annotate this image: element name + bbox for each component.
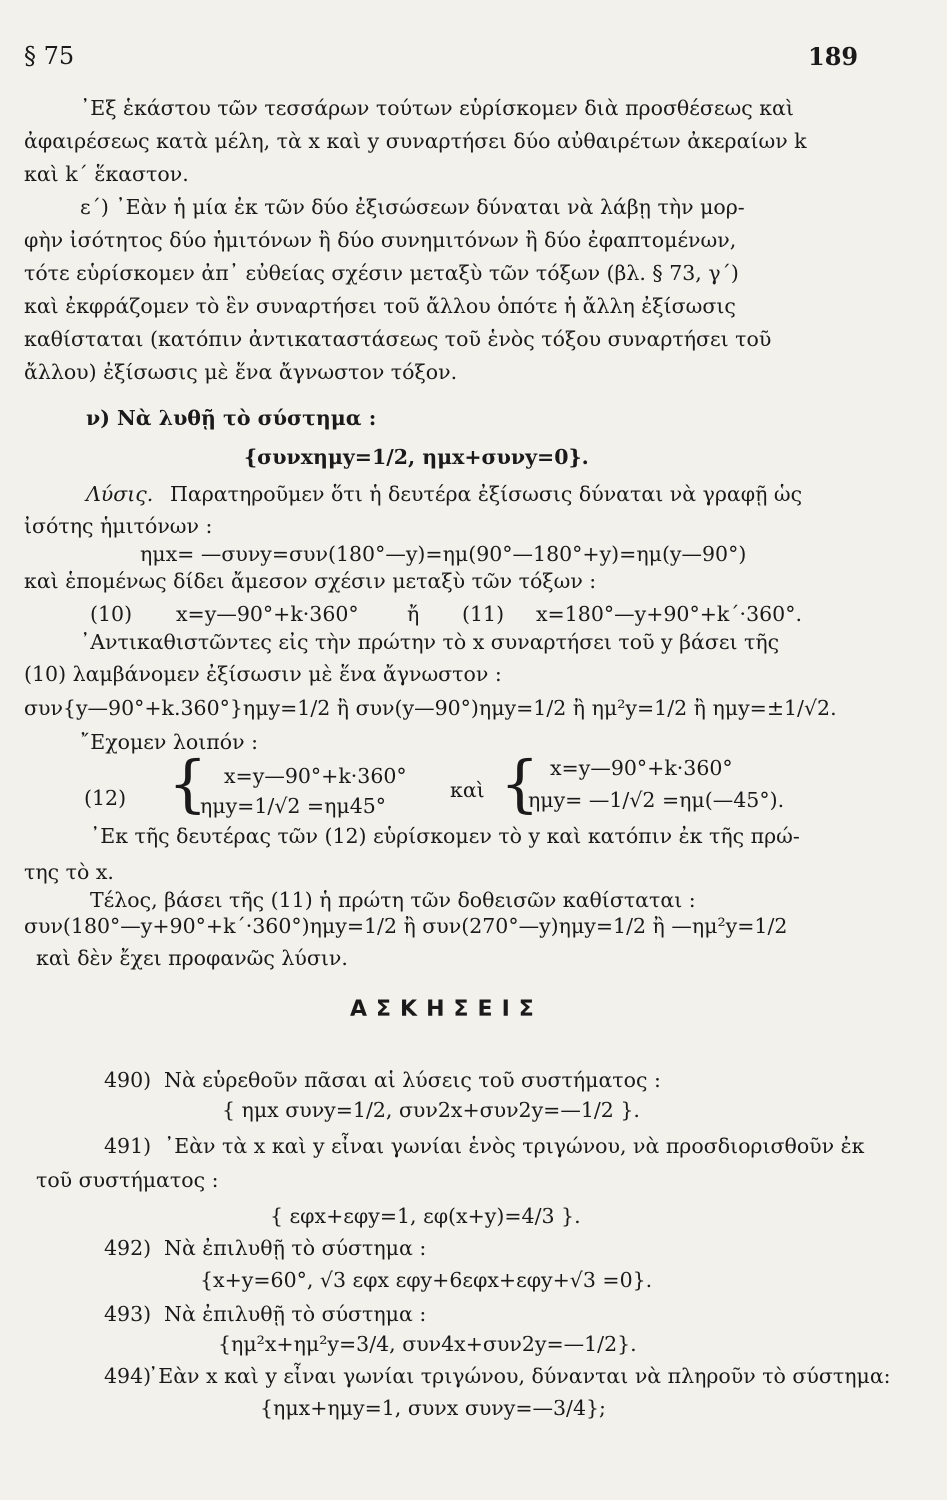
left-brace-icon: {: [500, 747, 540, 820]
text-line: καὶ ἑπομένως δίδει ἄμεσον σχέσιν μεταξὺ τῶν τόξων :: [24, 569, 597, 593]
exercise-text: ᾿Εὰν x καὶ y εἶναι γωνίαι τριγώνου, δύνανται νὰ πληροῦν τὸ σύστημα:: [148, 1364, 891, 1388]
equation: x=y—90°+k·360°: [550, 756, 733, 780]
text-line: ἰσότης ἡμιτόνων :: [24, 514, 213, 538]
equation-label: (12): [84, 786, 127, 810]
exercise-label: 490): [104, 1068, 152, 1092]
text-line: ᾿Εξ ἑκάστου τῶν τεσσάρων τούτων εὑρίσκομεν διὰ προσθέσεως καὶ: [80, 96, 794, 120]
exercise-system: {ημ²x+ημ²y=3/4, συν4x+συν2y=—1/2}.: [218, 1332, 637, 1356]
text-line: ῎Εχομεν λοιπόν :: [80, 730, 258, 754]
exercise-text: τοῦ συστήματος :: [36, 1168, 219, 1192]
page-number: 189: [808, 42, 859, 71]
equation: συν(180°—y+90°+k΄·360°)ημy=1/2 ἢ συν(270°—y)ημy=1/2 ἢ —ημ²y=1/2: [24, 914, 788, 938]
exercise-label: 494): [104, 1364, 152, 1388]
text-line: Τέλος, βάσει τῆς (11) ἡ πρώτη τῶν δοθεισῶν καθίσταται :: [90, 888, 696, 912]
text-line: καὶ δὲν ἔχει προφανῶς λύσιν.: [36, 946, 348, 970]
text-line: καὶ k΄ ἕκαστον.: [24, 162, 189, 186]
text-line: ᾿Εκ τῆς δευτέρας τῶν (12) εὑρίσκομεν τὸ y καὶ κατόπιν ἐκ τῆς πρώ-: [90, 824, 800, 848]
exercise-label: 493): [104, 1302, 152, 1326]
text-line: φὴν ἰσότητος δύο ἡμιτόνων ἢ δύο συνημιτόνων ἢ δύο ἐφαπτομένων,: [24, 228, 737, 252]
equation: ημy=1/√2 =ημ45°: [200, 794, 387, 818]
text-line: (10) λαμβάνομεν ἐξίσωσιν μὲ ἕνα ἄγνωστον :: [24, 662, 502, 686]
exercise-text: ᾿Εὰν τὰ x καὶ y εἶναι γωνίαι ἑνὸς τριγώνου, νὰ προσδιορισθοῦν ἐκ: [164, 1134, 865, 1158]
text-line: ε΄) ᾿Εὰν ἡ μία ἐκ τῶν δύο ἐξισώσεων δύναται νὰ λάβῃ τὴν μορ-: [80, 195, 745, 219]
equation-label: (11): [462, 602, 505, 626]
exercise-text: Νὰ ἐπιλυθῇ τὸ σύστημα :: [164, 1302, 427, 1326]
text-line: καὶ ἐκφράζομεν τὸ ἓν συναρτήσει τοῦ ἄλλου ὁπότε ἡ ἄλλη ἐξίσωσις: [24, 294, 736, 318]
equation: x=180°—y+90°+k΄·360°.: [536, 602, 802, 626]
exercise-label: 492): [104, 1236, 152, 1260]
equation: ημx= —συνy=συν(180°—y)=ημ(90°—180°+y)=ημ(y—90°): [140, 542, 747, 566]
text-line: καθίσταται (κατόπιν ἀντικαταστάσεως τοῦ ἑνὸς τόξου συναρτήσει τοῦ: [24, 327, 772, 351]
solution-label: Λύσις.: [86, 482, 154, 506]
exercise-system: {ημx+ημy=1, συνx συνy=—3/4};: [260, 1396, 606, 1420]
exercises-title: ΑΣΚΗΣΕΙΣ: [350, 997, 543, 1022]
left-brace-icon: {: [168, 747, 208, 820]
text-line: της τὸ x.: [24, 860, 114, 884]
text-line: Παρατηροῦμεν ὅτι ἡ δευτέρα ἐξίσωσις δύναται νὰ γραφῇ ὡς: [170, 482, 803, 506]
equation: συν{y—90°+k.360°}ημy=1/2 ἢ συν(y—90°)ημy=1/2 ἢ ημ²y=1/2 ἢ ημy=±1/√2.: [24, 696, 837, 720]
text-line: ᾿Αντικαθιστῶντες εἰς τὴν πρώτην τὸ x συναρτήσει τοῦ y βάσει τῆς: [80, 630, 780, 654]
problem-heading: ν) Νὰ λυθῇ τὸ σύστημα :: [86, 406, 377, 430]
problem-system: {συνxημy=1/2, ημx+συνy=0}.: [244, 445, 589, 469]
exercise-text: Νὰ εὑρεθοῦν πᾶσαι αἱ λύσεις τοῦ συστήματος :: [164, 1068, 661, 1092]
equation: ημy= —1/√2 =ημ(—45°).: [528, 788, 785, 812]
equation-label: (10): [90, 602, 133, 626]
equation: x=y—90°+k·360°: [224, 764, 407, 788]
text-line: ἄλλου) ἐξίσωσις μὲ ἕνα ἄγνωστον τόξον.: [24, 360, 458, 384]
conjunction: καὶ: [450, 778, 485, 802]
text-line: ἀφαιρέσεως κατὰ μέλη, τὰ x καὶ y συναρτήσει δύο αὐθαιρέτων ἀκεραίων k: [24, 129, 807, 153]
conjunction: ἤ: [407, 602, 420, 626]
exercise-system: { ημx συνy=1/2, συν2x+συν2y=—1/2 }.: [222, 1098, 640, 1122]
equation: x=y—90°+k·360°: [176, 602, 359, 626]
exercise-system: { εφx+εφy=1, εφ(x+y)=4/3 }.: [270, 1204, 581, 1228]
exercise-system: {x+y=60°, √3 εφx εφy+6εφx+εφy+√3 =0}.: [200, 1268, 653, 1292]
text-line: τότε εὑρίσκομεν ἀπ᾿ εὐθείας σχέσιν μεταξὺ τῶν τόξων (βλ. § 73, γ΄): [24, 261, 739, 285]
section-number: § 75: [24, 42, 75, 70]
exercise-text: Νὰ ἐπιλυθῇ τὸ σύστημα :: [164, 1236, 427, 1260]
exercise-label: 491): [104, 1134, 152, 1158]
